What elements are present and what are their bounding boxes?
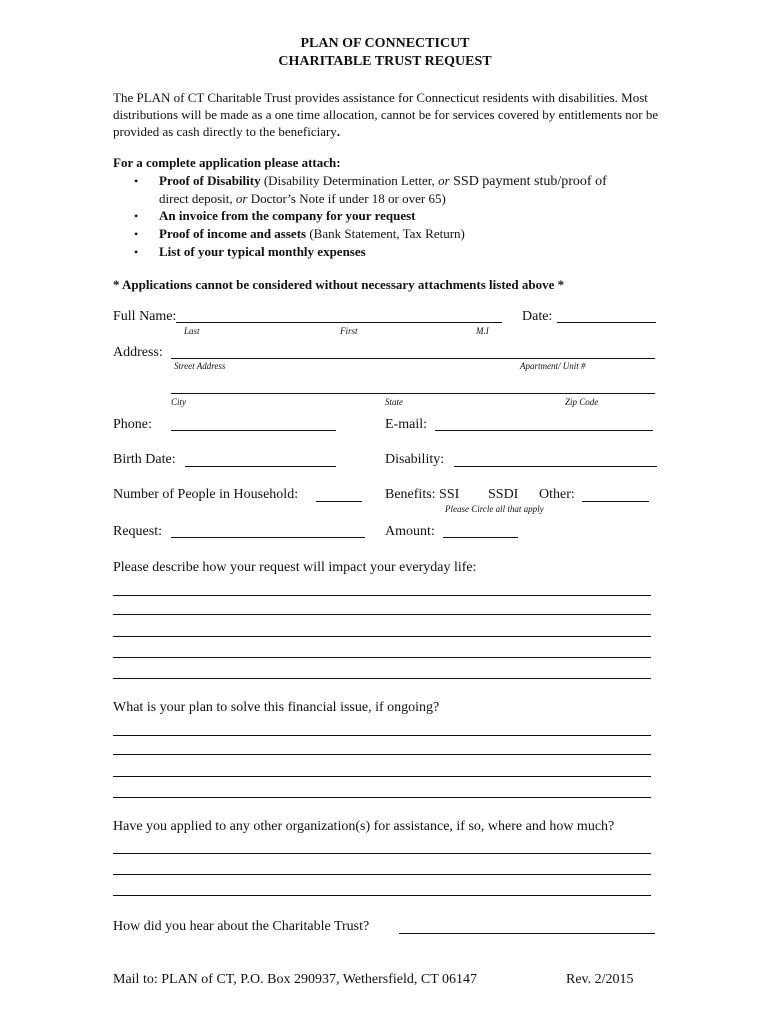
answer-line[interactable] [113,874,651,875]
attach-item-proof-of-disability [159,173,607,190]
full-name-field[interactable] [176,322,502,323]
bullet-icon: • [134,174,139,188]
attach-item-or: or [235,191,248,206]
attach-item-invoice: An invoice from the company for your request [159,208,416,223]
name-sublabel-mi: M.I [476,326,489,336]
phone-field[interactable] [171,430,336,431]
circle-note: Please Circle all that apply [445,504,544,514]
attach-item-income [159,226,465,242]
address-label: Address: [113,345,163,360]
attachments-warning: * Applications cannot be considered without necessary attachments listed above * [113,277,565,292]
household-field[interactable] [316,501,362,502]
answer-line[interactable] [113,776,651,777]
answer-line[interactable] [113,614,651,615]
referral-field[interactable] [399,933,655,934]
attach-item-proof-of-disability-cont [159,191,446,207]
question-impact: Please describe how your request will impact your everyday life: [113,560,477,575]
benefits-ssi-option[interactable]: Benefits: SSI [385,487,460,502]
attach-item-expenses: List of your typical monthly expenses [159,244,366,259]
date-label: Date: [522,309,553,324]
answer-line[interactable] [113,797,651,798]
address-sublabel-apt: Apartment/ Unit # [520,361,586,371]
email-field[interactable] [435,430,653,431]
city-state-zip-field[interactable] [171,393,655,394]
date-field[interactable] [557,322,656,323]
question-other-orgs: Have you applied to any other organization(s) for assistance, if so, where and how much? [113,819,615,834]
birth-date-label: Birth Date: [113,452,176,467]
attach-item-text: (Bank Statement, Tax Return) [306,226,465,241]
attach-item-text: (Disability Determination Letter, [260,173,439,188]
full-name-label: Full Name: [113,309,177,324]
intro-end-mark: . [336,124,341,139]
request-label: Request: [113,524,162,539]
birth-date-field[interactable] [185,466,336,467]
disability-field[interactable] [454,466,657,467]
benefits-other-label: Other: [539,487,575,502]
attach-item-bold: Proof of income and assets [159,226,307,241]
street-address-field[interactable] [171,358,655,359]
disability-label: Disability: [385,452,445,467]
email-label: E-mail: [385,417,427,432]
household-label: Number of People in Household: [113,487,299,502]
form-title-line1: PLAN OF CONNECTICUT [300,36,470,51]
question-referral: How did you hear about the Charitable Trust? [113,919,370,934]
attach-item-text: Doctor’s Note if under 18 or over 65) [247,191,446,206]
address-sublabel-zip: Zip Code [565,397,599,407]
intro-sentence-1: The PLAN of CT Charitable Trust provides assistance for Connecticut residents with disabilities. [113,90,618,105]
answer-line[interactable] [113,895,651,896]
amount-label: Amount: [385,524,435,539]
request-field[interactable] [171,537,365,538]
attach-item-text: direct deposit, [159,191,236,206]
address-sublabel-state: State [385,397,403,407]
answer-line[interactable] [113,595,651,596]
name-sublabel-first: First [340,326,358,336]
answer-line[interactable] [113,735,651,736]
attach-item-text: SSD payment stub/proof of [449,174,607,189]
phone-label: Phone: [113,417,152,432]
intro-paragraph [113,89,673,140]
attach-heading: For a complete application please attach: [113,155,341,170]
intro-sentence-2: Most distributions will be made as a one time allocation, cannot be for services covered by entitlements nor be provided as cash directly to the beneficiary [113,90,659,139]
attach-item-bold: Proof of Disability [159,173,261,188]
mailing-address: Mail to: PLAN of CT, P.O. Box 290937, Wethersfield, CT 06147 [113,972,478,987]
question-plan: What is your plan to solve this financial issue, if ongoing? [113,700,440,715]
revision-label: Rev. 2/2015 [566,972,634,987]
bullet-icon: • [134,245,139,259]
bullet-icon: • [134,209,139,223]
name-sublabel-last: Last [184,326,200,336]
attach-item-or: or [438,173,450,188]
answer-line[interactable] [113,754,651,755]
address-sublabel-city: City [171,397,186,407]
bullet-icon: • [134,227,139,241]
address-sublabel-street: Street Address [174,361,226,371]
answer-line[interactable] [113,657,651,658]
answer-line[interactable] [113,636,651,637]
benefits-ssdi-option[interactable]: SSDI [488,487,519,502]
amount-field[interactable] [443,537,518,538]
benefits-other-field[interactable] [582,501,649,502]
form-title-line2: CHARITABLE TRUST REQUEST [278,54,492,69]
answer-line[interactable] [113,853,651,854]
answer-line[interactable] [113,678,651,679]
